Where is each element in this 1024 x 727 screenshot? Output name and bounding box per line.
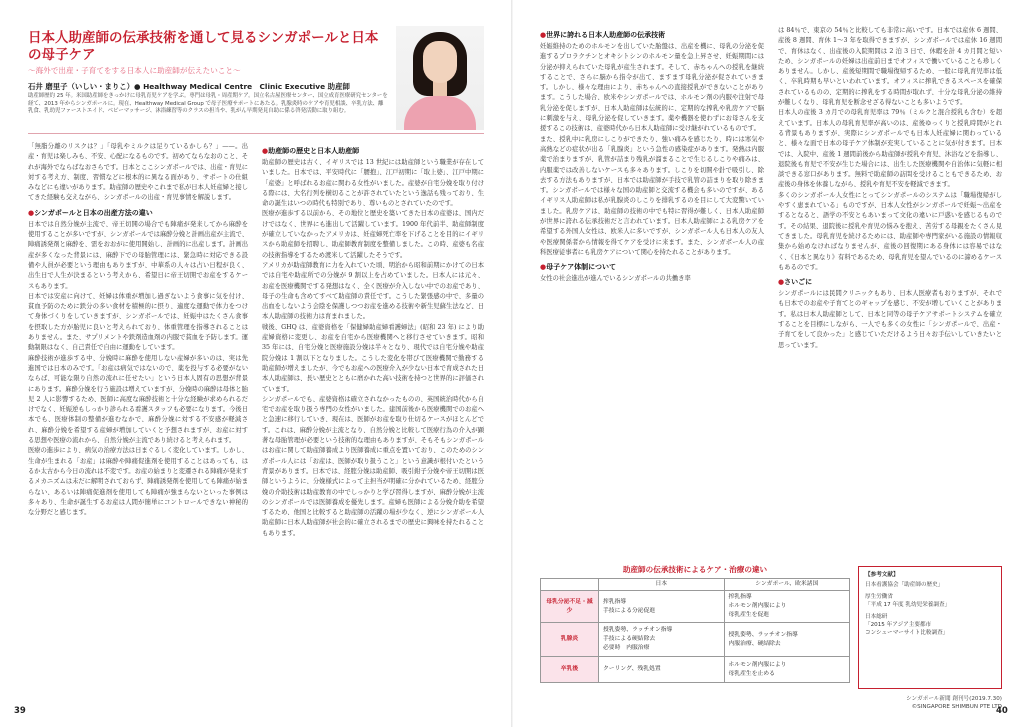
author-line: 石井 磨里子（いしい・まりこ）● Healthway Medical Centre Clinic Executive 助産師 xyxy=(28,82,350,91)
table-cell: クーリング、残乳処置 xyxy=(599,657,725,683)
bullet-icon: ● xyxy=(262,147,269,155)
section-heading xyxy=(28,208,248,218)
paragraph: 助産師の歴史は古く、イギリスでは 13 世紀には助産師という職業が存在していました。日本では、平安時代に「腰抱」、江戸初期に「取上婆」、江戸中期に「産婆」と呼ばれるお産に関わる女性がいました。産婆が自宅分娩を取り付ける際には、大名行列を横切ることが許されていたという逸話も残っており、生命の誕生はいつの時代も特別であり、尊いものとされていたのです。 xyxy=(262,159,484,208)
credit-block xyxy=(860,695,1002,712)
table-row xyxy=(541,591,850,623)
section-heading xyxy=(540,30,764,40)
publication-credit: シンガポール新聞 創刊号(2019.7.30) xyxy=(906,696,1002,702)
reference-item: 日本総研 「2015 年アジア主要都市 コンシューマーサイト比較調査」 xyxy=(865,614,949,636)
page-number-left: 39 xyxy=(14,706,26,716)
column-4 xyxy=(778,26,1002,556)
paragraph: シンガポールでも、産婆資格は確立されなかったものの、英国統治時代から自宅でお産を取り扱う専門の女性がいました。建国前後から医療機関でのお産へと急速に移行していき、現在は、医師がお産を取り仕切るケースがほとんどです。これは、麻酔分娩が主流となり、自然分娩と比較して医療行為の介入が顕著な母胎管理が必要という技術的な理由もありますが、そもそもシンガポールはお産に関して助産師養成より医師養成に重点を置いており、このためのシンガポール人には「お産は、医師が取り扱うこと」という意識が根付いたという背景があります。日本では、経腟分娩は助産師、吸引鉗子分娩や帝王切開は医師というように、分娩様式によって主担当が明確に分かれているため、経腟分娩の介助技術は助産教育の中でしっかりと学び習得しますが、麻酔分娩が主流のシンガポールでは医師養成を優先します。産婦も医師による分娩介助を希望するため、他国と比較すると助産師の活躍の場が少なく、逆にシンガポール人助産師に日本人助産師が社会的に確立されるまでの歴史に興味を持たれることもあります。 xyxy=(262,395,484,537)
table-header-cell xyxy=(541,579,599,591)
heading-text: シンガポールと日本の出産方法の違い xyxy=(34,208,153,217)
table-row xyxy=(541,657,850,683)
bullet-icon: ● xyxy=(540,263,547,272)
heading-text: 助産師の歴史と日本人助産師 xyxy=(268,147,360,155)
care-comparison-table xyxy=(540,578,850,683)
references-title: 【参考文献】 xyxy=(865,572,899,578)
page-number-right: 40 xyxy=(996,706,1008,716)
heading-text: 世界に誇れる日本人助産師の伝承技術 xyxy=(546,31,666,39)
paragraph: 日本では自然分娩が主流で、帝王切開の場合でも陣痛が発来してから麻酔を使用することが多いですが、シンガポールでは麻酔分娩と計画出産が主流で、陣痛誘発剤と麻酔を、需をおおがに使用開始し、計画的に出産します。計画出産が多くなった背景には、麻酔下での母胎管理には、緊急時に対応できる設備や人員が必要という理由もありますが、中華系の人々は占い日程が良く、出生日で人生が決まるという考えから、希望日に帝王切開でお産をするケースもあります。 xyxy=(28,220,248,290)
article-title: 日本人助産師の伝承技術を通して見るシンガポールと日本の母子ケア xyxy=(28,30,379,63)
paragraph: また、授乳中に乳房にしこりができたり、強い痛みを感じたり、時には寒気や高熱などの症状が出る「乳腺炎」という急性の感染症があります。発熱は内服薬で治まりますが、乳管が詰まり残乳が溜まることで生じるしこりや痛みは、内服薬では改善しないケースも多々あります。しこりを切開や針で吸引し、除去する方法もありますが、日本では助産師が手技で乳管の詰まりを取り除きます。シンガポールでは様々な国の助産師と交流する機会も多いのですが、あるイギリス人助産師は私が乳腺炎のしこりを排乳するのを目にして大変驚いていました。乳房ケアは、助産師の技術の中でも特に習得が難しく、日本人助産師が世界に誇れる伝承技術だと言われています。日本人助産師による乳房ケアを希望する外国人女性は、欧米人に多いですが、シンガポール人も日本人の友人や医療関係者から情報を得てケアを受けに来ます。また、シンガポール人の産科医療従事者にも乳房ケアについて関心を持たれることがあります。 xyxy=(540,135,764,256)
table-cell: 搾乳指導 手技による分泌促進 xyxy=(599,591,725,623)
reference-item: 日本看護協会「助産師の歴史」 xyxy=(865,582,944,588)
references-box xyxy=(858,566,1002,689)
page-gutter xyxy=(511,0,513,727)
row-label: 母乳分泌不足・減少 xyxy=(541,591,599,623)
section-heading xyxy=(262,146,484,156)
section-heading xyxy=(540,262,764,272)
table-cell: ホルモン剤内服により 母乳産生を止める xyxy=(724,657,850,683)
bullet-icon: ● xyxy=(540,31,547,39)
heading-text: さいごに xyxy=(784,278,813,287)
table-title: 助産師の伝承技術によるケア・治療の違い xyxy=(622,565,768,574)
header-rule xyxy=(28,133,484,134)
paragraph: 医療の進歩により、病気の治療方法は日まぐるしく変化しています。しかし、生命が生まれる「お産」は麻酔や陣痛促進剤を使用することはあっても、はるか太古から今日の流れは不変です。お産の始まりと変遷される陣痛が発来するメカニズムは未だに解明されておらず、陣痛誘発剤を使用しても陣痛が始まらない、あるいは陣痛促進剤を使用しても陣痛が強まらないといった事例は多々あり、生命が誕生するお産は人間が簡単にコントロールできない神秘的な分野だと感じます。 xyxy=(28,447,248,517)
paragraph: 麻酔技術が進歩する中、分娩時に麻酔を使用しない産婦が多いのは、実は先進国では日本のみです。「お産は病気ではないので、薬を投与する必要がないならば、可能な限り自然の流れに任せたい」という日本人固有の思想が背景にあります。麻酔分娩を行う施設は増えていますが、分娩時の麻酔は母体と胎児 2 人に影響するため、医師に高度な麻酔技術と十分な経験が求められるだけでなく、妊娠逆もしっかり診られる看護スタッフも必要になります。今後日本でも、医療体制の整備が進むなかで、麻酔分娩に対する不安感が軽減され、麻酔分娩を希望する産婦が増加していくと予想されますが、お産に対する思想や医療の流れから、自然分娩が主流であり続けると考えられます。 xyxy=(28,354,248,445)
bullet-icon: ● xyxy=(778,278,785,287)
paragraph: 日本では安産に向けて、妊婦は体重が増加し過ぎないよう食事に気を付け、貧血予防のために鉄分の多い食材を積極的に摂り、適度な運動で体力をつけて身体づくりをしていきますが、シンガポールでは、妊娠中はたくさん食事を摂取した方が胎児に良いと考えられており、体重管理を指導されることはありません。また、サプリメントや鉄剤造血剤の内服で貧血を予防します。運動制限はなく、自己責任で自由に運動をしています。 xyxy=(28,292,248,352)
paragraph: 日本人の産後 3 カ月での母乳育児率は 79％（ミルクと混合授乳も含む）を超えています。日本人の母乳育児率が高いのは、産後ゆっくりと授乳時間がとれる背景もありますが、実際にシンガポールでも日本人妊産婦に関わっていると、様々な面で日本の母子ケア体制が充実していることに気が付きます。日本では、入院中、産後 1 週間前後から助産師が授乳や育児、沐浴などを指導し、退院後も育児で不安が生じた場合には、出生した医療機関や自治体に気軽に相談できる窓口があります。無料で助産師の訪問を受けることもできるため、お産後の身体を休養しながら、授乳や育児不安を軽減できます。 xyxy=(778,109,1002,189)
table-cell: 授乳姿勢、ラッチオン指導 手技による硬結除去 必要時 内服治療 xyxy=(599,623,725,657)
paragraph: シンガポールには民間クリニックもあり、日本人医療者もおりますが、それでも日本でのお産や子育てとのギャップを感じ、不安が増していくことがあります。私は日本人助産師として、日本と同等の母子ケアサポートシステムを確立することを目標にしながら、一人でも多くの女性に「シンガポールで、出産・子育てをして良かった」と感じていただけるよう日々お手伝いしていきたいと思っています。 xyxy=(778,290,1002,349)
author-photo xyxy=(396,26,484,130)
paragraph: 戦後、GHQ は、産婆資格を「保健婦助産婦看護婦法」(昭和 23 年) により助産婦資格に変更し、お産を自宅から医療機関へと移行させていきます。昭和 35 年には、自宅分娩と医療施設分娩は半々となり、現代では自宅分娩や助産院分娩は 1 割以下となりました。こうした変化を帯びて医療機関で勤務する助産師が増えましたが、今でもお産への医療介入が少ない日本で育成された日本人助産師は、長い歴史とともに磨かれた高い技術を持つと世界的に評価されています。 xyxy=(262,323,484,393)
paragraph: 女性の社会進出が進んでいるシンガポールの共働き率 xyxy=(540,275,691,283)
column-1 xyxy=(28,142,248,702)
table-header-cell: シンガポール、欧米諸国 xyxy=(724,579,850,591)
article-subtitle: 〜海外で出産・子育てをする日本人に助産師が伝えたいこと〜 xyxy=(28,66,241,75)
paragraph: 多くのシンガポール人女性にとってシンガポールのシステムは「職場復帰がしやすく恵まれている」ものですが、日本人女性がシンガポールで妊娠〜出産をするとなると、語学の不安ともあいまって文化の違いに戸惑いを感じるものです。その結果、退院後に授乳や育児の悩みを抱え、苦労する母親をたくさん見てきました。母乳育児を続けるためには、助産師や専門家がいる施設の情報収集から始めなければなりませんが、産後の回復期にある身体には容易ではなく、《日本と異なり》有料であるため、母乳育児を望んでいるのに諦めるケースもあるのです。 xyxy=(778,191,1002,271)
paragraph: 妊娠維持のためのホルモンを出していた胎盤は、出産を機に、母乳の分泌を促進するプロラクチンとオキシトシンのホルモン量を急上昇させ、妊娠期間には分泌が抑えられていた母乳が産生されます。そして、赤ちゃんへの授乳を継続することで、さらに脳から指令が出て、ますます母乳分泌が促されていきます。しかし、様々な理由により、赤ちゃんへの直接授乳ができないことがあります。こうした場合、欧米やシンガポールでは、ホルモン剤の内服や注射で母乳分泌を促しますが、日本人助産師は伝統的に、定期的な搾乳や乳房ケアで脳に刺激を与え、母乳分泌を促していきます。薬や機器を使わずにお母さんを支援するこの技術は、産婆時代から日本人助産師に受け継がれているものです。 xyxy=(540,43,764,133)
reference-item: 厚生労働省 「平成 17 年度 乳幼児栄養調査」 xyxy=(865,594,951,608)
table-header-cell: 日本 xyxy=(599,579,725,591)
portrait-neck xyxy=(433,81,447,97)
section-heading xyxy=(778,277,1002,287)
paragraph: アメリカが助産師教育に力を入れていた頃、明治から昭和前期にかけての日本では自宅や助産所での分娩が 9 割以上を占めていました。日本人には元々、お産を医療機関でする発想はなく、全く医療が介入しない中でのお産であり、母子の生命も含めてすべて助産師の責任です。こうした緊張感の中で、多量の出血をしないよう会陰を保護しつつお産を進める技術や新生児蘇生法など、日本人助産師の技術力は育まれました。 xyxy=(262,261,484,321)
row-label: 乳腺炎 xyxy=(541,623,599,657)
table-cell: 搾乳指導 ホルモン剤内服により 母乳産生を促進 xyxy=(724,591,850,623)
paragraph: 医療が進歩する以前から、その地位と歴史を築いてきた日本の産婆は、国内だけではなく、世界にも進出して活躍しています。1900 年代前半、助産師制度が確立していなかったアメリカは、妊産婦死亡率を下げることを目的にイギリスから助産師を招聘し、助産師教育制度を整備しました。この時、産婆も名産の技術指導をするため渡米して活躍したそうです。 xyxy=(262,210,484,259)
heading-text: 母子ケア体制について xyxy=(546,263,616,272)
table-header-row xyxy=(541,579,850,591)
table-cell: 授乳姿勢、ラッチオン指導 内服治療、硬結除去 xyxy=(724,623,850,657)
paragraph: は 84％で、東京の 54％と比較しても非常に高いです。日本では産休 6 週間、産後 8 週間、育休 1〜3 年を取得できますが、シンガポールでは産休 16 週間で、育休はなく、出産後の入院期間は 2 泊 3 日で、休暇を計 4 カ月間と短いため、シンガポールの妊婦は出産前日までオフィスで働いていることも珍しくありません。しかし、産後短期間で職場復帰するため、一般に母乳育児率は低く、卒乳時期も早いといわれています。オフィスに搾乳できるスペースを確保されているものの、定期的に搾乳をする時間が取れず、十分な母乳分泌の維持が難しくなり、母乳育児を断念せざる得ないことも多いようです。 xyxy=(778,27,1002,107)
author-bio: 助産師歴約 25 年。米国助産師をきっかけに母乳育児ケアを学ぶ。専門は母乳・周産期ケア。国立名古屋医療センター、国立成育医療研究センターを経て、2013 年からシンガポールに。現在、Healthway Medical Group で母子医療サポートにあたる。乳腺炎時のケアや育児相談、卒乳方法、離乳食、乳幼児ファーストエイド、ベビーマッサージ、沐浴練習等のクラスの担当や、乳がん早期発見自助に係る啓発活動に取り組む。 xyxy=(28,93,388,115)
bullet-icon: ● xyxy=(28,208,35,217)
portrait-face xyxy=(423,41,457,83)
table-row xyxy=(541,623,850,657)
column-2 xyxy=(262,142,484,702)
portrait-body xyxy=(404,96,476,130)
intro-paragraph: 「無脂分離のリスクは？」「母乳やミルクは足りているかしら？」——。出産・育児は楽しみも、不安、心配になるものです。初めてならなおのこと、それが海外でならばなおさらです。日本とここシンガポールでは、出産・育児に対する考え方、制度、習慣などに根本的に異なる面があり、サポートの仕組みなどにも違いがあります。助産師の歴史やこれまで私が日本人妊産婦と接してきた経験も交えながら、シンガポールの出産・育児事情を解説します。 xyxy=(28,143,248,202)
copyright: ©SINGAPORE SHIMBUN PTE LTD xyxy=(911,704,1002,711)
column-3 xyxy=(540,26,764,556)
row-label: 卒乳後 xyxy=(541,657,599,683)
